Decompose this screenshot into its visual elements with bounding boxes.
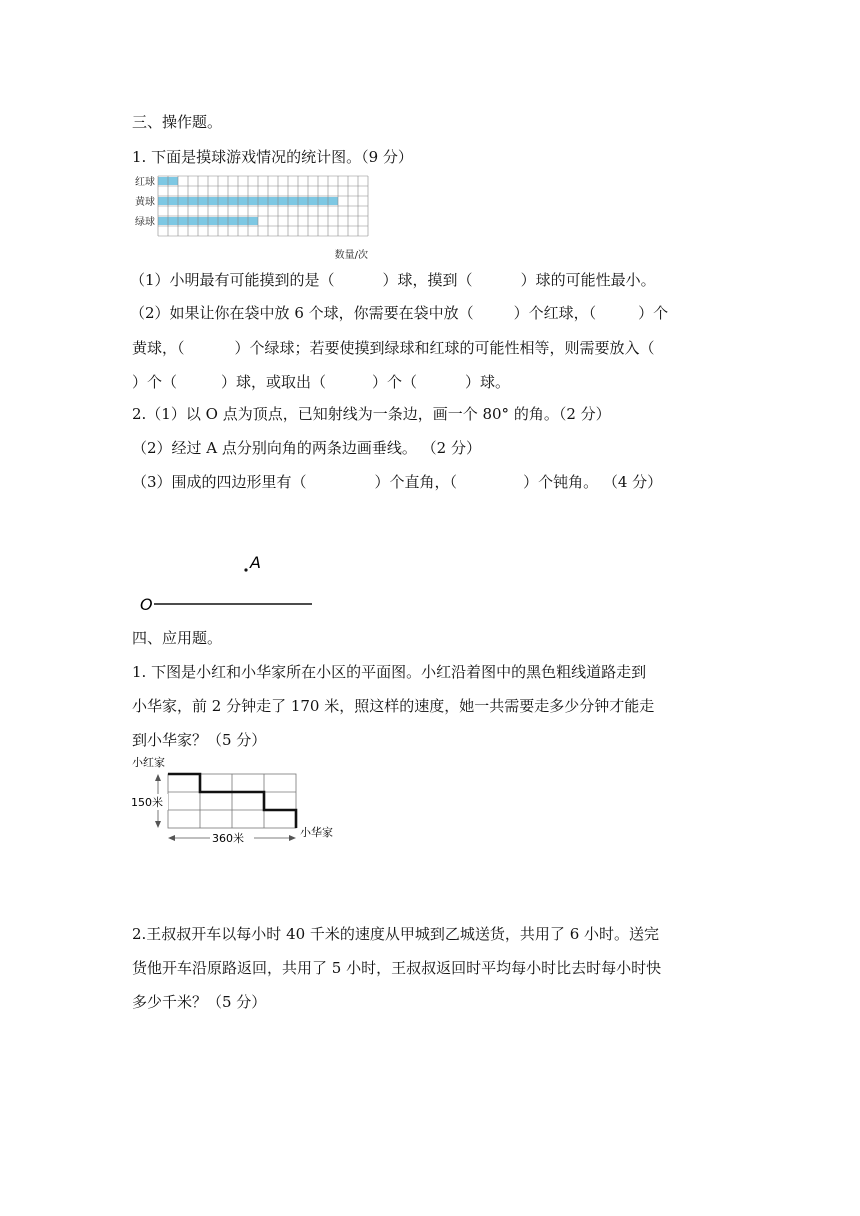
q1-part1 [130,270,656,290]
q1-part2-b: ）个红球，（ [513,304,597,322]
q1-part2-d: 黄球，（ [132,339,185,357]
q1-part2-line2 [132,338,655,358]
q2-line3 [132,472,662,492]
width-arrow-left [168,835,175,841]
x-axis-label: 数量/次 [334,250,368,261]
s4-q1-line2: 小华家，前 2 分钟走了 170 米，照这样的速度，她一共需要走多少分钟才能走 [132,697,655,715]
q2-line1: 2.（1）以 O 点为顶点，已知射线为一条边，画一个 80° 的角。（2 分） [132,405,611,423]
s4-q2-line1: 2.王叔叔开车以每小时 40 千米的速度从甲城到乙城送货，共用了 6 小时。送完 [132,925,660,943]
q2-part3-c: ）个钝角。 （4 分） [523,473,663,491]
height-arrow-bottom [155,821,161,828]
q2-part3-b: ）个直角，（ [374,473,458,491]
q1-part2-line3 [132,372,510,392]
q1-part2-a: （2）如果让你在袋中放 6 个球，你需要在袋中放（ [130,304,474,322]
category-label: 绿球 [135,217,155,228]
q1-part2-line1 [130,303,668,323]
width-label: 360米 [212,832,244,845]
s4-q2-line2: 货他开车沿原路返回，共用了 5 小时，王叔叔返回时平均每小时比去时每小时快 [132,959,662,977]
q1-part1-c: ）球的可能性最小。 [520,271,656,289]
category-label: 黄球 [135,197,155,208]
q1-part2-h: ）个（ [372,373,418,391]
q1-part2-i: ）球。 [465,373,511,391]
q1-part2-e: ）个绿球；若要使摸到绿球和红球的可能性相等，则需要放入（ [234,339,655,357]
q1-part2-f: ）个（ [132,373,178,391]
s4-q2-line3: 多少千米？（5 分） [132,993,267,1011]
s4-q1-line1: 1. 下图是小红和小华家所在小区的平面图。小红沿着图中的黑色粗线道路走到 [132,663,647,681]
q1-part1-a: （1）小明最有可能摸到的是（ [130,271,335,289]
q1-part2-g: ）球，或取出（ [221,373,327,391]
height-label: 150米 [131,796,163,809]
q2-part3-a: （3）围成的四边形里有（ [132,473,307,491]
map-end-label: 小华家 [300,826,333,839]
s4-q1-line3: 到小华家？（5 分） [132,731,267,749]
map-start-label: 小红家 [132,756,165,769]
ray-figure [130,548,330,618]
category-label: 红球 [135,177,155,188]
vertex-o-label: O [140,595,153,614]
q2-line2: （2）经过 A 点分别向角的两条边画垂线。 （2 分） [132,439,481,457]
point-a-label: A [250,553,261,572]
ball-count-chart [128,170,388,266]
height-arrow-top [155,774,161,781]
q1-title: 1. 下面是摸球游戏情况的统计图。（9 分） [132,148,413,166]
q1-part2-c: ）个 [638,304,669,322]
map-grid [168,774,296,828]
point-a-dot [244,568,247,571]
neighbourhood-map [128,754,358,852]
section3-heading: 三、操作题。 [132,113,223,131]
q1-part1-b: ）球，摸到（ [382,271,473,289]
width-arrow-right [289,835,296,841]
section4-heading: 四、应用题。 [132,629,223,647]
